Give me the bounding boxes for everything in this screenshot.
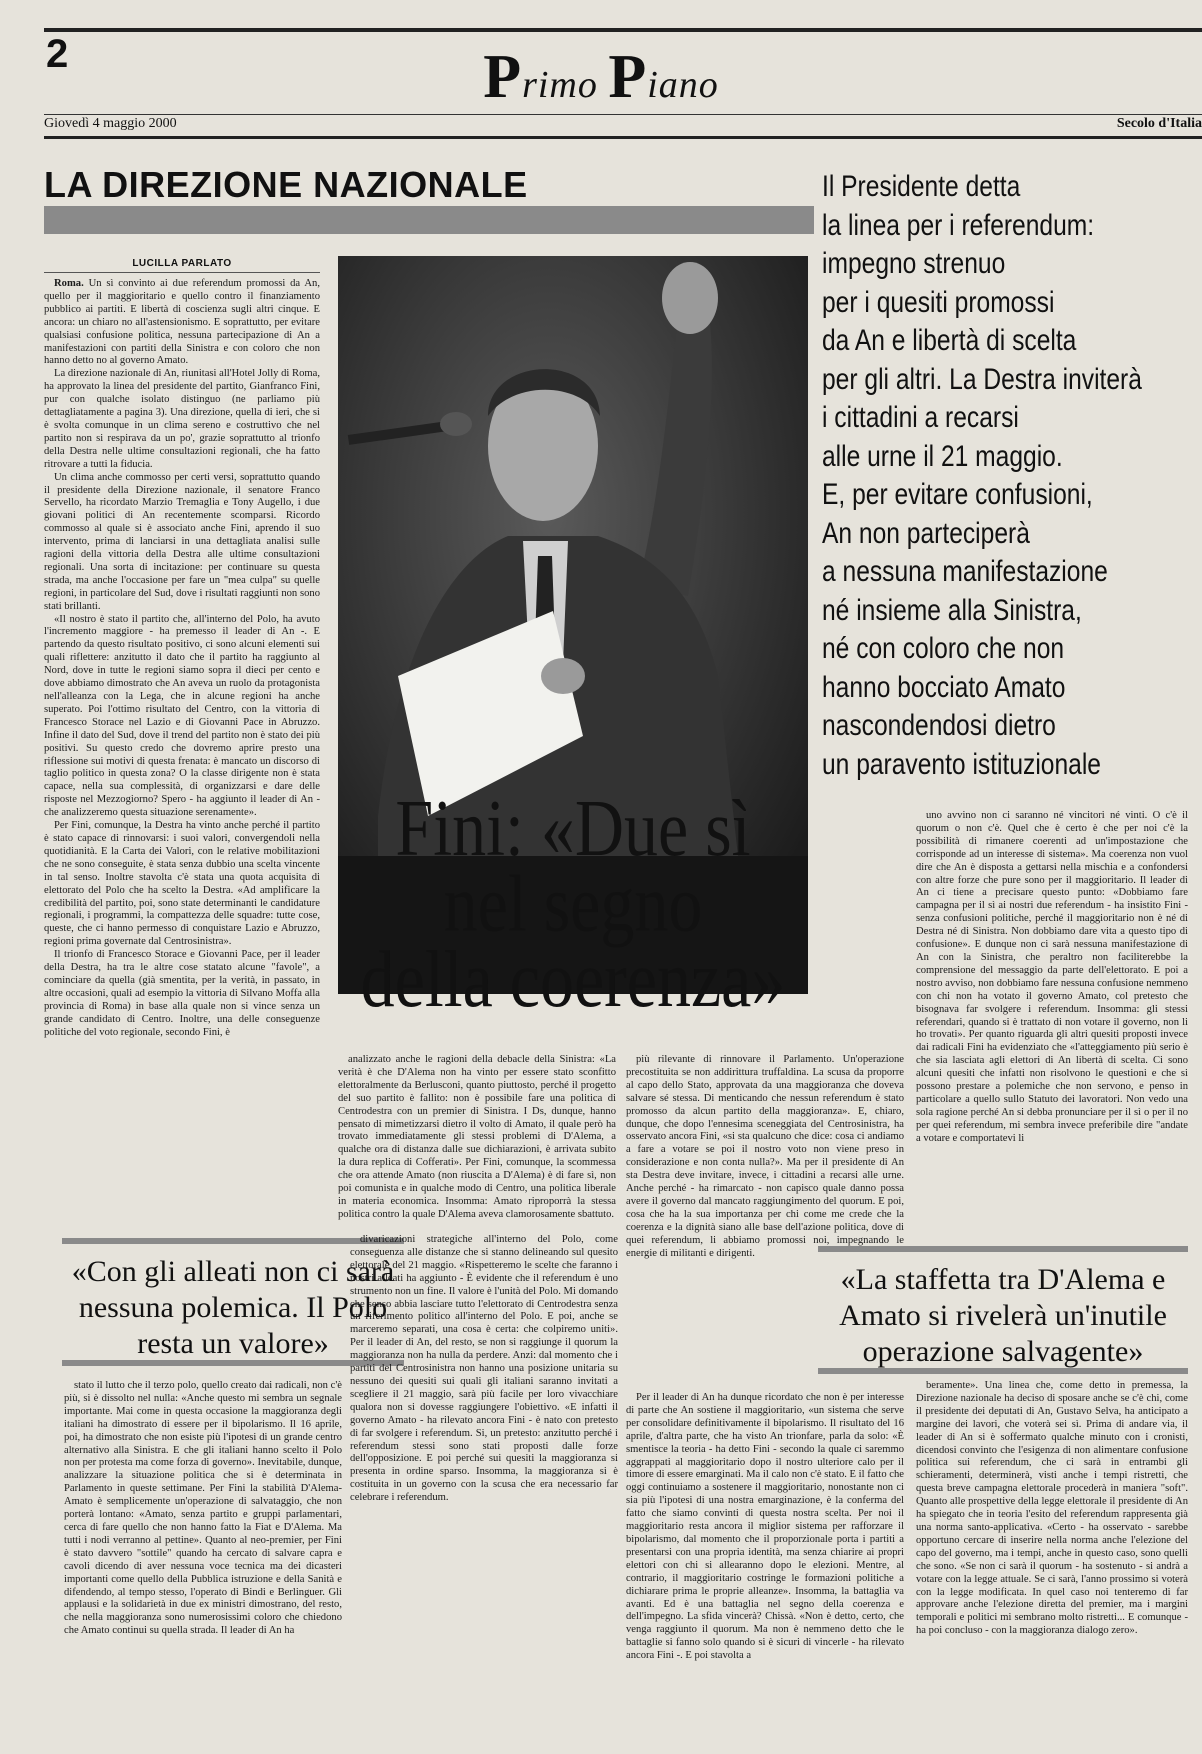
- deck-line: per gli altri. La Destra inviterà: [822, 362, 1142, 396]
- pull-quote-left: «Con gli alleati non ci sarà nessuna polemica. Il Polo resta un valore»: [71, 1255, 395, 1360]
- article-column-4: [916, 810, 1188, 1238]
- article-column-1: [44, 278, 320, 1220]
- deck-line: Il Presidente detta: [822, 170, 1021, 203]
- deck-line: E, per evitare confusioni,: [822, 478, 1093, 511]
- byline: LUCILLA PARLATO: [132, 258, 232, 269]
- paragraph: divaricazioni strategiche all'interno del Polo, come conseguenza alle distanze che si stanno delineando sul quesito elettorale del 21 maggio. «Rispetteremo le scelte che faranno i nostri alleati ha aggiunto - È evidente che il referendum è uno strumento non un fine. Il valore è l'unità del Polo. Mi domando che senso abbia lasciare tutto l'elettorato di Centrodestra senza un riferimento politico all'interno del Polo. E poi, anche se marceremo separati, una cosa è certa: che colpiremo uniti». Per il leader di An, del resto, se non si raggiunge il quorum la maggioranza non ha nulla da perdere. Anzi: dal momento che i partiti del Centrosinistra non hanno una posizione unitaria su nessuno dei quesiti sui quali gli italiani saranno invitati a scegliere il 21 maggio, sarà più facile per loro vivacchiare qualora non si dovesse raggiungere l'obiettivo. «E infatti il governo Amato - ha rilevato ancora Fini - è nato con pretesto di far svolgere i referendum. Si, un pretesto: anzitutto perché i referendum stessi sono stati proposti dalle forze dell'opposizione. E poi perché sui quesiti la maggioranza si presenta in ordine sparso. Insomma, la maggioranza si è costituita in un governo con la scusa che era necessario far celebrare i referendum.: [350, 1234, 618, 1504]
- pull-quote-right: «La staffetta tra D'Alema e Amato si rivelerà un'inutile operazione salvagente»: [839, 1263, 1167, 1368]
- section-title: LA DIREZIONE NAZIONALE: [44, 164, 528, 205]
- deck-line: né con coloro che non: [822, 632, 1065, 665]
- masthead-cap-1: P: [483, 43, 523, 111]
- paragraph: beramente». Una linea che, come detto in premessa, la Direzione nazionale ha deciso di sposare anche se c'è chi, come il presidente dei deputati di An, Gustavo Selva, ha anticipato a margine dei lavori, che voterà sei sì. Prima di andare via, il leader di An si è soffermato qualche minuto con i cronisti, dicendosi convinto che l'esigenza di non alimentare confusione politica sui referendum, che ci sarà in entrambi gli schieramenti, determinerà, visti anche i tempi ristretti, che questa breve campagna elettorale procederà in maniera "soft". Quanto alle prospettive della legge elettorale il presidente di An ha spiegato che in teoria l'esito del referendum rappresenta già una norma santo-applicativa. «Certo - ha osservato - sarebbe opportuno cercare di inserire nella norma anche l'elezione del capo del governo, ma i tempi, anche in questo caso, sono quelli che sono. «Se non ci sarà il quorum - ha sostenuto - si andrà a votare con la legge attuale. Se ci sarà, l'anno prossimo si voterà con la legge modificata. In quel caso noi tenteremo di far approvare anche l'elezione diretta del premier, ma i margini temporali e politici mi sembrano molto ristretti... E comunque - ha poi concluso - con la maggioranza dialogo zero».: [916, 1380, 1188, 1637]
- paragraph: Per Fini, comunque, la Destra ha vinto anche perché il partito è stato capace di rinnovarsi: i suoi valori, convergendoli nella quotidianità. E la Carta dei Valori, con le relative mobilitazioni che ne sono conseguite, è stata senza dubbio una scelta vincente in tal senso. Inoltre stavolta c'è stata una quota acquisita di elettorato del Polo che ha scelto la Destra. «Ad amplificare la credibilità del partito, poi, sono state determinanti le candidature regionali, i programmi, la compattezza delle squadre: tutte cose, queste, che ci hanno permesso di conquistare Lazio e Abruzzo, regioni prima governate dal Centrosinistra».: [44, 820, 320, 948]
- deck-line: alle urne il 21 maggio.: [822, 439, 1063, 473]
- deck-line: hanno bocciato Amato: [822, 670, 1066, 704]
- article-column-1b: [64, 1380, 342, 1746]
- deck-line: nascondendosi dietro: [822, 709, 1056, 742]
- headline-line: Fini: «Due sì: [395, 782, 751, 873]
- paragraph-text: Un sì convinto ai due referendum promossi da An, quello per il maggioritario e quello contro il finanziamento pubblico ai partiti. E libertà di coscienza sugli altri cinque. E ancora: un chiaro no all'astensionismo. E soprattutto, per evitare qualsiasi confusione politica, nessuna partecipazione di An a manifestazioni con partiti della Sinistra e con coloro che non hanno detto no al governo Amato.: [44, 278, 320, 367]
- paragraph: stato il lutto che il terzo polo, quello creato dai radicali, non c'è più, si è dissolto nel nulla: «Anche questo mi sembra un segnale importante. Mai come in questa occasione la maggioranza degli italiani ha dimostrato di essere per il bipolarismo. Il 16 aprile, poi, ha dimostrato che non esiste più l'ipotesi di un grande centro alternativo alla Sinistra. E che gli italiani hanno scelto il Polo non per protesta ma come forza di governo». Inevitabile, dunque, analizzare la situazione politica che si è determinata in Parlamento in queste settimane. Per Fini la stabilità D'Alema-Amato è semplicemente un'operazione di salvataggio, che non porterà lontano: «Amato, senza partito e gruppi parlamentari, cerca di fare quello che non hanno fatto la Fiat e D'Alema. Ma tutti i nodi verranno al pettine». Quanto al neo-premier, per Fini è stato davvero "sottile" quando ha cercato di salvare capra e cavoli dicendo di aver nessuna voce tecnica ma dei dicasteri importanti come quello della Pubblica istruzione e della Sanità e difendendo, al tempo stesso, l'operato di Bindi e Berlinguer. Gli applausi e la solidarietà in due ex ministri dimostrano, del resto, che nella maggioranza sono numerosissimi coloro che chiedono che Amato continui su quella strada. Il leader di An ha: [64, 1380, 342, 1637]
- section-bar: [44, 206, 814, 234]
- deck-line: per i quesiti promossi: [822, 285, 1055, 319]
- masthead: [0, 42, 1202, 113]
- pull-quote-rule-bottom: [818, 1368, 1188, 1374]
- newspaper-name: Secolo d'Italia: [1116, 116, 1202, 131]
- page-number: 2: [46, 32, 69, 76]
- paragraph: analizzato anche le ragioni della debacle della Sinistra: «La verità è che D'Alema non ha vinto per essere stato sconfitto elettoralmente da Berlusconi, quanto piuttosto, perché il progetto del suo partito è fallito: non è possibile fare una politica di Centrodestra con un premier di Sinistra. I Ds, dunque, hanno pensato di mimetizzarsi dietro il volto di Amato, il quale però ha trovato immediatamente gli stessi problemi di D'Alema, a qualche ora di distanza dalle sue dichiarazioni, è arrivata subito la dura replica di Cofferati». Per Fini, comunque, la scommessa che ora attende Amato (non riuscita a D'Alema) è di fare sì, non poi comunista e in qualche modo di Centro, una politica liberale in materia economica. Insomma: Amato riproporrà la stessa politica contro la quale D'Alema aveva clamorosamente sbattuto.: [338, 1054, 616, 1220]
- deck-line: la linea per i referendum:: [822, 208, 1095, 242]
- byline-rule: [44, 272, 320, 273]
- deck-line: né insieme alla Sinistra,: [822, 593, 1082, 627]
- paragraph: «Il nostro è stato il partito che, all'interno del Polo, ha avuto l'incremento maggiore - ha premesso il leader di An -. E partendo da questo risultato positivo, ci sono alcuni elementi sui quali riflettere: anzitutto il dato che il partito ha raggiunto al Nord, dove in tutte le regioni siamo sopra il dieci per cento e dove abbiamo dimostrato che An aveva un ruolo da protagonista nell'alleanza con la Lega, che in alcune regioni ha anche superato. Poi l'ottimo risultato del Centro, con la vittoria di Francesco Storace nel Lazio e di Giovanni Pace in Abruzzo. Infine il dato del Sud, dove il trend del partito non è stato dei più positivi. Su questo credo che dovremo aprire presto una riflessione sui motivi di questa frenata: è mancato un discorso di taglio politico in questa zona? O la classe dirigente non è stata capace, nella sua complessità, di organizzarsi e dare delle risposte nel Mezzogiorno? Spero - ha aggiunto il leader di An - che analizzeremo questa situazione serenamente».: [44, 613, 320, 819]
- deck-line: un paravento istituzionale: [822, 747, 1101, 781]
- dateline: Roma.: [54, 278, 84, 289]
- paragraph: Per il leader di An ha dunque ricordato che non è per interesse di parte che An sostiene il maggioritario, «un sistema che serve per consolidare definitivamente il bipolarismo. Il risultato del 16 aprile, d'altra parte, che ha visto An trionfare, parla da solo: «È smentisce la teoria - ha detto Fini - secondo la quale ci saremmo aggrappati al maggioritario dopo il nostro ulteriore calo per il timore di essere emarginati. Ma il calo non c'è stato. E il fatto che oggi continuiamo a sostenere il maggioritario, nonostante non ci sia più l'ipotesi di una nostra emarginazione, è la conferma del fatto che siamo convinti di questa nostra scelta. Per noi il maggioritario resta ancora il miglior sistema per rafforzare il bipolarismo, dal momento che il proporzionale porta i partiti a presentarsi con una propria identità, ma senza chiarire ai propri elettori con chi si allearanno dopo le elezioni. Mentre, al contrario, il maggioritario costringe le formazioni politiche a dichiarare prima le proprie alleanze». Insomma, la battaglia va avanti. Ed è una battaglia nel segno della coerenza e dell'impegno. La sfida vincerà? Chissà. «Non è detto, certo, che venga raggiunto il quorum. Ma non è nemmeno detto che le battaglie si fanno solo quando si è sicuri di vincerle - ha rilevato ancora Fini -. E poi stavolta a: [626, 1392, 904, 1662]
- headline-line: nel segno: [443, 858, 703, 949]
- article-column-4b: [916, 1380, 1188, 1746]
- masthead-word-2: iano: [647, 64, 719, 106]
- deck-line: a nessuna manifestazione: [822, 555, 1108, 588]
- paragraph: più rilevante di rinnovare il Parlamento. Un'operazione precostituita se non addirittura truffaldina. La scusa da proporre al capo dello Stato, approvata da una maggioranza che doveva salvare sé stessa. Di menticando che nessun referendum è stato promosso da alcun partito della maggioranza». E, chiaro, dunque, che dopo l'ennesima sceneggiata del Centrosinistra, ha osservato ancora Fini, «si sta qualcuno che dice: cosa ci andiamo a fare a votare se poi il nostro voto non viene preso in considerazione e non conta nulla?». Ma per il presidente di An sta Destra deve invitare, invece, i cittadini a recarsi alle urne. Anche perché - ha rimarcato - non capisco quale danno possa avere il governo dal mancato raggiungimento del quorum. E poi, cosa che ha la sua importanza per chi come me crede che la coerenza e la dignità siano alle base dell'azione politica, dove di quei referendum, li abbiamo promossi noi, impegnando le energie di militanti e dirigenti.: [626, 1054, 904, 1259]
- date-rule-bottom: [44, 136, 1202, 139]
- paragraph: uno avvino non ci saranno né vincitori né vinti. O c'è il quorum o non c'è. Quel che è certo è che per noi c'è la possibilità di rimanere coerenti ad un'impostazione che corrisponde ad un interesse di sistema». Ma coerenza non vuol dire che An è disposta a gettarsi nella mischia e a confondersi con altre forze che pure sono per il maggioritario. Il leader di An ci tiene a precisare questo punto: «Dobbiamo fare campagna per il sì ai nostri due referendum - ha insistito Fini - senza confusioni politiche, perché il maggioritario non è né di Destra né di Sinistra. Non dobbiamo dare vita a questo tipo di confusione». E dunque non ci sarà nessuna manifestazione di An con la Sinistra, che peraltro non faciliterebbe la comprensione del messaggio da parte dell'elettorato. E poi a nostro avviso, non dobbiamo fare nessuna confusione nemmeno con chi non ha votato il governo Amato, col pretesto che bisognava far svolgere i referendum. Insomma: gli stessi referendari, quando si è trattato di non votare il governo, non li ho trovati». Per quanto riguarda gli altri quesiti proposti invece dai radicali Fini ha evidenziato che «l'atteggiamento più serio è che sia lasciata agli elettori di An libertà di scelta. Ci sono alcuni quesiti che infatti non risolvono le questioni e che si possono prestare a polemiche che non servono, e penso in particolare a quello sullo Statuto dei lavoratori. Non vedo una sola ragione perché An si debba pronunciare per il sì o per il no per quei referendum, mi sembra invece preferibile dire "andate a votare e comportatevi li: [916, 810, 1188, 1144]
- deck-line: da An e libertà di scelta: [822, 324, 1077, 357]
- masthead-word-1: rimo: [522, 64, 598, 106]
- paragraph: La direzione nazionale di An, riunitasi all'Hotel Jolly di Roma, ha approvato la linea del presidente del partito, Gianfranco Fini, pur con qualche isolato distinguo (ne parliamo più dettagliatamente a pagina 3). Una direzione, quella di ieri, che si è svolta comunque in un clima sereno e costruttivo che nel partito non si respirava da un po', grazie soprattutto al trionfo della Destra nelle ultime consultazioni regionali, che ha fatto ritrovare a tutti la fiducia.: [44, 368, 320, 470]
- article-column-2: [338, 1054, 616, 1224]
- article-column-2b: [350, 1234, 618, 1746]
- paragraph: [44, 278, 320, 368]
- pull-quote-rule-top: [818, 1246, 1188, 1252]
- deck: [822, 168, 1199, 784]
- paragraph: Un clima anche commosso per certi versi, soprattutto quando il presidente della Direzione nazionale, il senatore Franco Servello, ha ricordato Marzio Tremaglia e Tony Augello, i due giovani politici di An recentemente scomparsi. Ricordo commosso al quale si è associato anche Fini, aprendo il suo intervento, prima di lanciarsi in una dettagliata analisi sulle ragioni della vittoria della Destra alle ultime consultazioni regionali. Una sorta di incitazione: per continuare su questa strada, ma anche l'occasione per fare un "mea culpa" su quelle regioni, in particolare del Sud, dove i risultati raggiunti non sono stati brillanti.: [44, 471, 320, 612]
- top-rule: [44, 28, 1202, 32]
- date-rule-top: [44, 114, 1202, 115]
- paragraph: Il trionfo di Francesco Storace e Giovanni Pace, per il leader della Destra, ha tra le altre cose statato alcune "favole", a cominciare da quella (già smentita, per la verità, in passato, in altre occasioni, quali ad esempio la vittoria di Silvano Moffa alla provincia di Roma) in base alla quale non si vince senza un grande candidato di Centro. Inoltre, una delle conseguenze politiche del voto regionale, secondo Fini, è: [44, 949, 320, 1038]
- issue-date: Giovedì 4 maggio 2000: [44, 116, 177, 131]
- headline-line: della coerenza»: [360, 933, 786, 1024]
- deck-line: impegno strenuo: [822, 247, 1006, 280]
- deck-line: An non parteciperà: [822, 516, 1030, 550]
- masthead-cap-2: P: [608, 43, 648, 111]
- article-column-3b: [626, 1392, 904, 1746]
- deck-line: i cittadini a recarsi: [822, 401, 1019, 434]
- headline: [338, 782, 808, 1024]
